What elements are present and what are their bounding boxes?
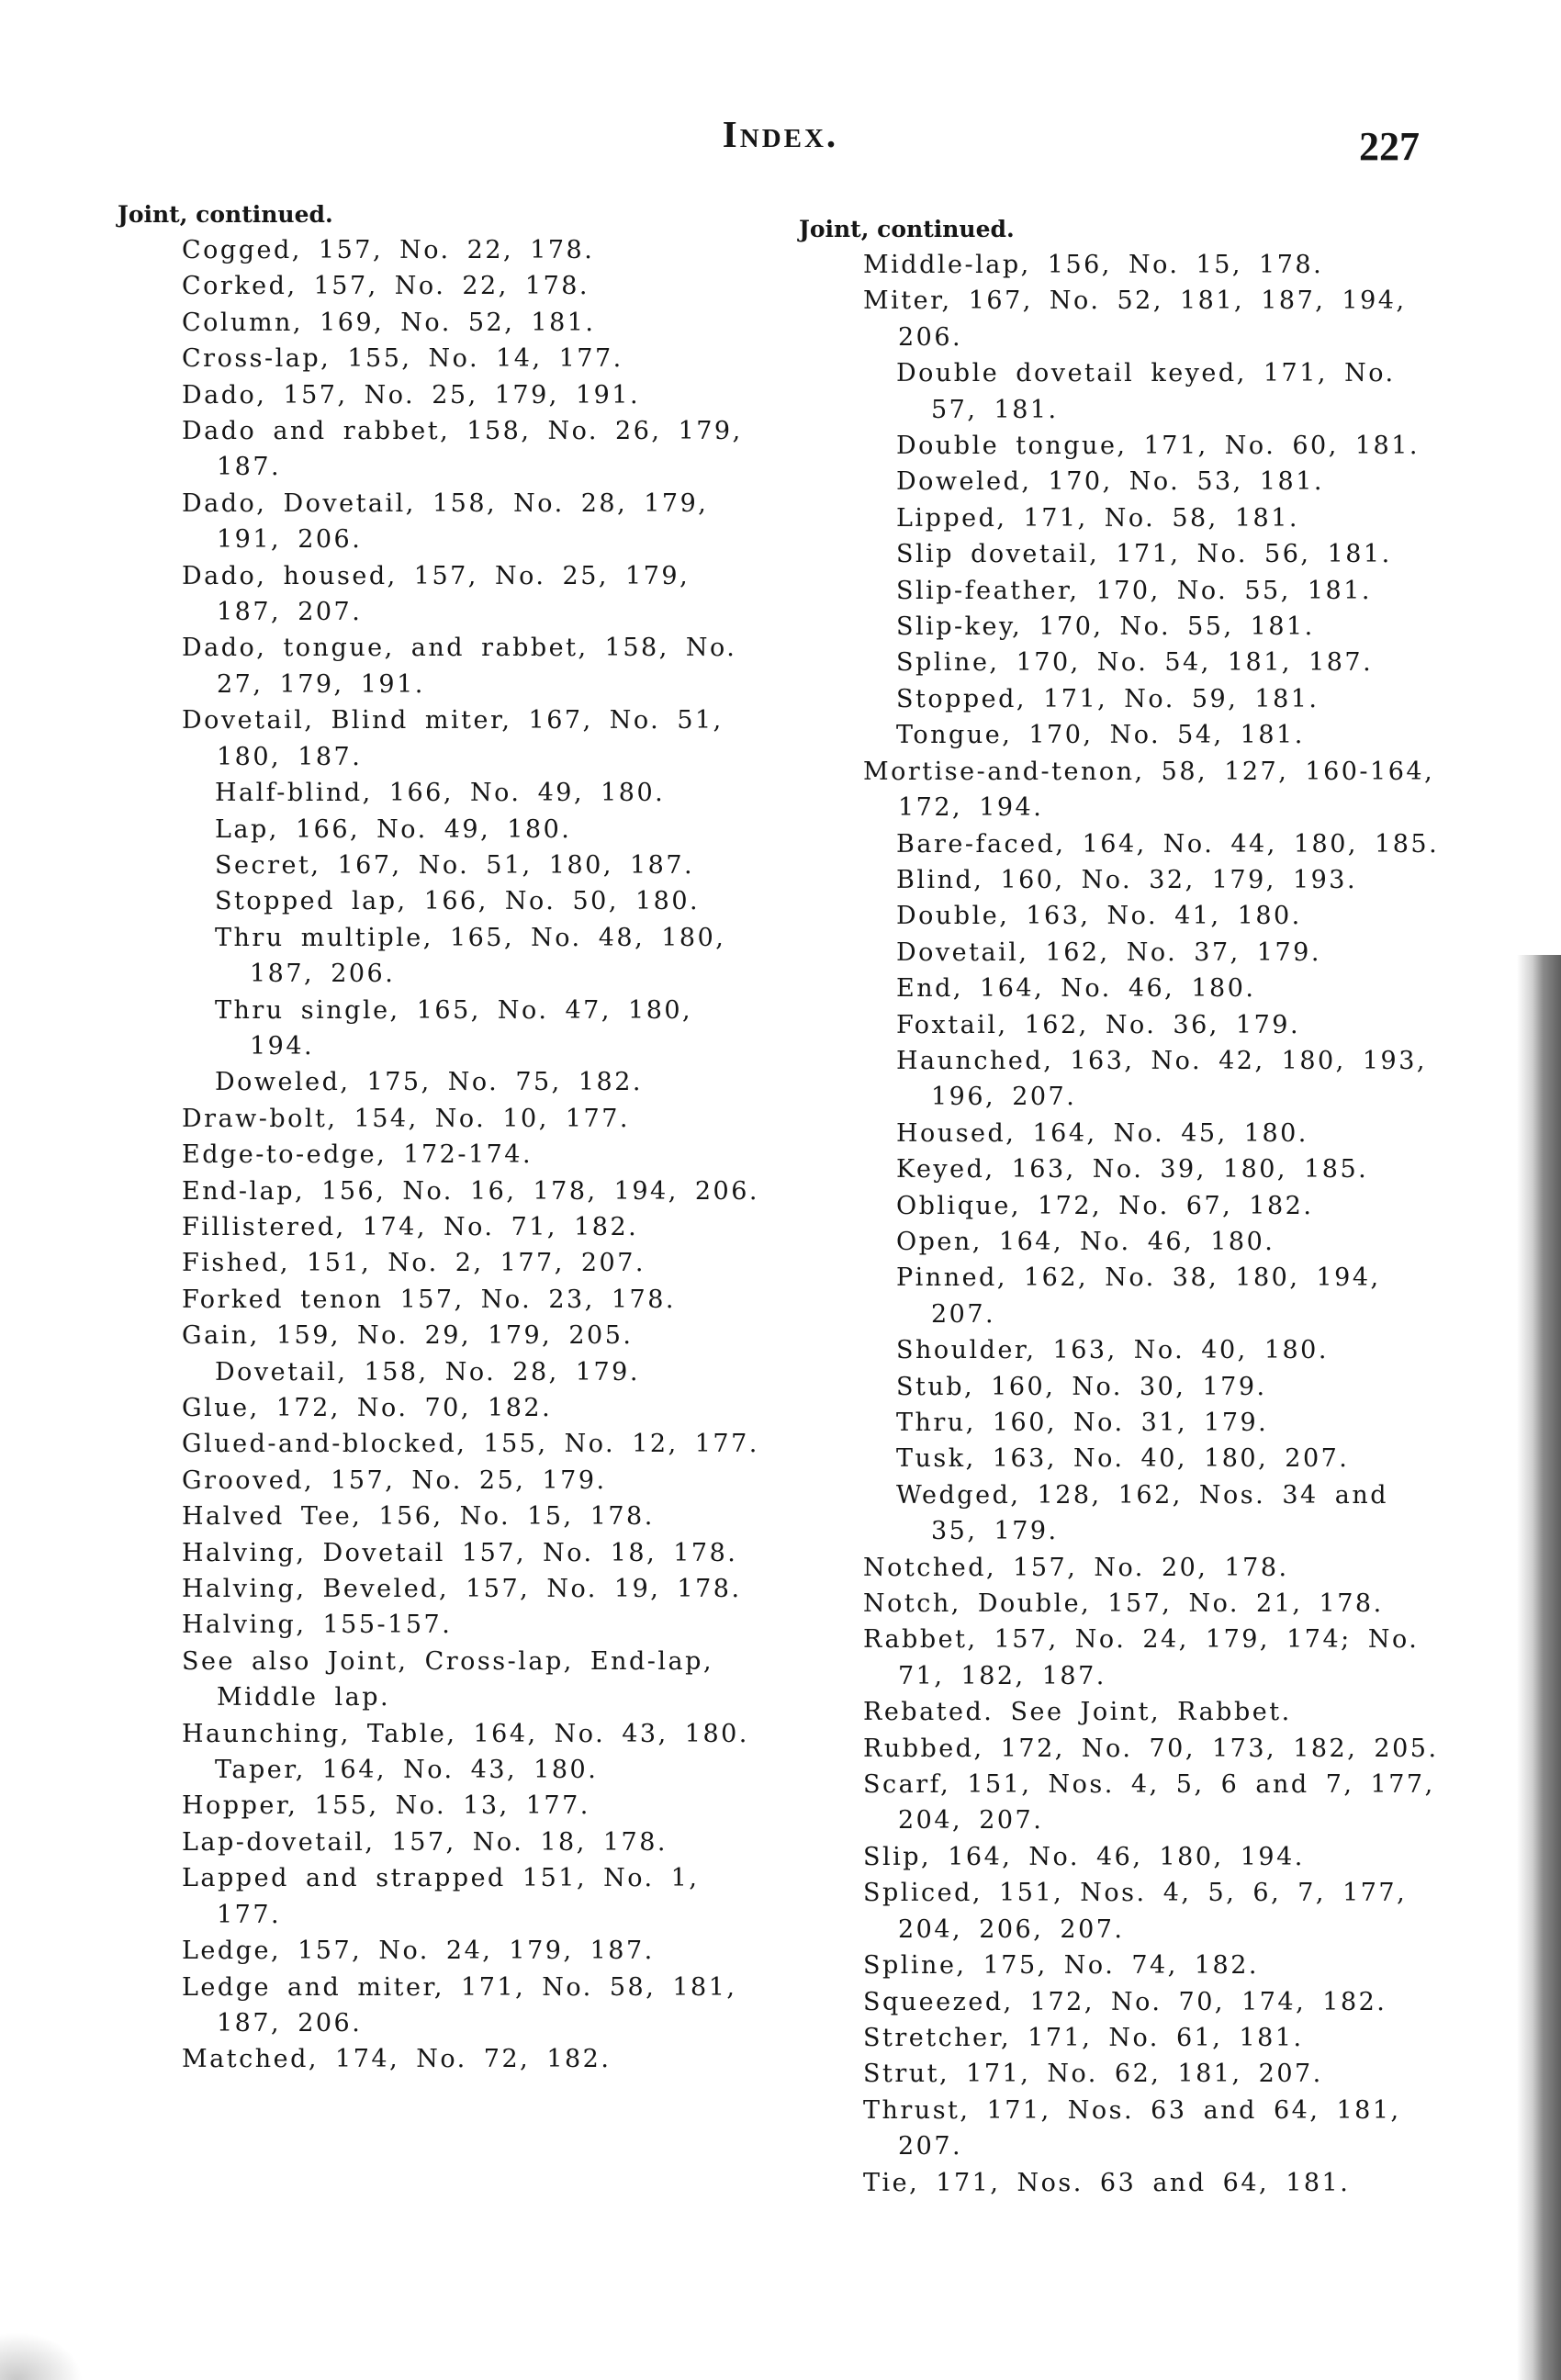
index-entry: Tongue, 170, No. 54, 181. bbox=[896, 721, 1305, 750]
index-entry: Stopped lap, 166, No. 50, 180. bbox=[215, 887, 701, 916]
index-entry: Doweled, 170, No. 53, 181. bbox=[896, 467, 1324, 497]
index-entry: See also Joint, Cross-lap, End-lap, Middle lap. bbox=[182, 1646, 714, 1712]
index-entry: Dovetail, 158, No. 28, 179. bbox=[215, 1357, 640, 1386]
column-heading: Joint, continued. bbox=[118, 201, 333, 228]
index-entry: Rubbed, 172, No. 70, 173, 182, 205. bbox=[863, 1734, 1439, 1763]
index-entry: Lap, 166, No. 49, 180. bbox=[215, 814, 572, 844]
index-entry: Scarf, 151, Nos. 4, 5, 6 and 7, 177, 204, 207. bbox=[863, 1770, 1435, 1836]
index-entry: Haunched, 163, No. 42, 180, 193, 196, 207. bbox=[896, 1046, 1427, 1112]
index-entry: Blind, 160, No. 32, 179, 193. bbox=[896, 865, 1358, 894]
index-entry: Half-blind, 166, No. 49, 180. bbox=[215, 779, 666, 808]
index-entry: Slip dovetail, 171, No. 56, 181. bbox=[896, 540, 1392, 569]
index-entry: Forked tenon 157, No. 23, 178. bbox=[182, 1285, 676, 1314]
index-entry: Halving, Beveled, 157, No. 19, 178. bbox=[182, 1575, 742, 1604]
index-entry: Tusk, 163, No. 40, 180, 207. bbox=[896, 1444, 1350, 1474]
index-entry: Grooved, 157, No. 25, 179. bbox=[182, 1465, 607, 1495]
index-entry: Rebated. See Joint, Rabbet. bbox=[863, 1698, 1292, 1727]
index-entry: Glue, 172, No. 70, 182. bbox=[182, 1394, 553, 1422]
page-title: Index. bbox=[722, 113, 839, 155]
index-entry: Doweled, 175, No. 75, 182. bbox=[215, 1068, 643, 1097]
index-entry: Matched, 174, No. 72, 182. bbox=[182, 2045, 612, 2074]
index-entry: Slip-feather, 170, No. 55, 181. bbox=[896, 576, 1372, 605]
index-entry: Thru single, 165, No. 47, 180, 194. bbox=[215, 995, 693, 1061]
index-entry: Cross-lap, 155, No. 14, 177. bbox=[182, 344, 623, 374]
index-entry: Double tongue, 171, No. 60, 181. bbox=[896, 432, 1420, 461]
index-entry: Dado, Dovetail, 158, No. 28, 179, 191, 206. bbox=[182, 488, 709, 555]
index-entry: Dovetail, 162, No. 37, 179. bbox=[896, 937, 1321, 967]
index-entry: Ledge and miter, 171, No. 58, 181, 187, 206. bbox=[182, 1972, 737, 2038]
index-entry: Lap-dovetail, 157, No. 18, 178. bbox=[182, 1827, 668, 1857]
index-entry: Double, 163, No. 41, 180. bbox=[896, 902, 1302, 931]
index-entry: Strut, 171, No. 62, 181, 207. bbox=[863, 2060, 1323, 2089]
index-entry: Draw-bolt, 154, No. 10, 177. bbox=[182, 1104, 630, 1133]
index-entry: Lipped, 171, No. 58, 181. bbox=[896, 503, 1299, 533]
index-entry: Wedged, 128, 162, Nos. 34 and 35, 179. bbox=[896, 1480, 1389, 1546]
index-entry: Mortise-and-tenon, 58, 127, 160-164, 172, 194. bbox=[863, 757, 1435, 823]
index-entry: Rabbet, 157, No. 24, 179, 174; No. 71, 182, 187. bbox=[863, 1625, 1420, 1690]
index-column-left bbox=[118, 196, 760, 2078]
index-entry: Haunching, Table, 164, No. 43, 180. bbox=[182, 1719, 749, 1748]
index-column-right bbox=[799, 211, 1442, 2201]
index-entry: Halved Tee, 156, No. 15, 178. bbox=[182, 1502, 655, 1532]
index-entry: Dado, tongue, and rabbet, 158, No. 27, 179, 191. bbox=[182, 634, 737, 699]
index-entry: Spline, 170, No. 54, 181, 187. bbox=[896, 648, 1374, 678]
index-entry: Shoulder, 163, No. 40, 180. bbox=[896, 1336, 1329, 1365]
page-edge-shadow bbox=[1517, 955, 1561, 2380]
index-entry: Thru, 160, No. 31, 179. bbox=[896, 1409, 1269, 1437]
index-entry: Miter, 167, No. 52, 181, 187, 194, 206. bbox=[863, 286, 1407, 352]
index-entry: Keyed, 163, No. 39, 180, 185. bbox=[896, 1155, 1369, 1184]
index-entry: Halving, 155-157. bbox=[182, 1611, 453, 1640]
index-entry: Dado and rabbet, 158, No. 26, 179, 187. bbox=[182, 417, 743, 482]
index-entry: Bare-faced, 164, No. 44, 180, 185. bbox=[896, 829, 1440, 859]
index-entry: Halving, Dovetail 157, No. 18, 178. bbox=[182, 1538, 738, 1567]
index-entry: Thrust, 171, Nos. 63 and 64, 181, 207. bbox=[863, 2095, 1401, 2161]
index-entry: Notched, 157, No. 20, 178. bbox=[863, 1553, 1289, 1582]
index-entry: Thru multiple, 165, No. 48, 180, 187, 206. bbox=[215, 923, 726, 989]
index-entry: Tie, 171, Nos. 63 and 64, 181. bbox=[863, 2168, 1351, 2197]
scan-smudge bbox=[0, 2332, 83, 2380]
column-heading: Joint, continued. bbox=[799, 216, 1015, 242]
index-entry: Dado, 157, No. 25, 179, 191. bbox=[182, 380, 641, 410]
index-entry: Oblique, 172, No. 67, 182. bbox=[896, 1191, 1314, 1220]
index-entry: Spline, 175, No. 74, 182. bbox=[863, 1951, 1259, 1981]
index-entry: Stretcher, 171, No. 61, 181. bbox=[863, 2023, 1304, 2052]
index-entry: Corked, 157, No. 22, 178. bbox=[182, 272, 590, 301]
index-entry: Gain, 159, No. 29, 179, 205. bbox=[182, 1321, 634, 1351]
index-entry: Housed, 164, No. 45, 180. bbox=[896, 1118, 1308, 1148]
index-entry: Hopper, 155, No. 13, 177. bbox=[182, 1791, 590, 1821]
index-entry: End-lap, 156, No. 16, 178, 194, 206. bbox=[182, 1176, 759, 1206]
index-entry: Squeezed, 172, No. 70, 174, 182. bbox=[863, 1987, 1387, 2016]
index-entry: Pinned, 162, No. 38, 180, 194, 207. bbox=[896, 1263, 1381, 1329]
index-entry: Glued-and-blocked, 155, No. 12, 177. bbox=[182, 1430, 759, 1459]
index-entry: Lapped and strapped 151, No. 1, 177. bbox=[182, 1864, 700, 1929]
index-entry: Fillistered, 174, No. 71, 182. bbox=[182, 1212, 639, 1241]
index-entry: Fished, 151, No. 2, 177, 207. bbox=[182, 1249, 646, 1278]
index-entry: Spliced, 151, Nos. 4, 5, 6, 7, 177, 204, 206, 207. bbox=[863, 1879, 1408, 1944]
index-entry: Stopped, 171, No. 59, 181. bbox=[896, 684, 1320, 713]
index-entry: Secret, 167, No. 51, 180, 187. bbox=[215, 850, 695, 880]
index-entry: Edge-to-edge, 172-174. bbox=[182, 1140, 533, 1170]
index-entry: Dado, housed, 157, No. 25, 179, 187, 207. bbox=[182, 561, 691, 627]
index-entry: Foxtail, 162, No. 36, 179. bbox=[896, 1010, 1301, 1039]
index-entry: Taper, 164, No. 43, 180. bbox=[215, 1756, 599, 1785]
index-entry: Stub, 160, No. 30, 179. bbox=[896, 1372, 1267, 1401]
index-entry: Cogged, 157, No. 22, 178. bbox=[182, 236, 595, 264]
index-entry: Dovetail, Blind miter, 167, No. 51, 180, 187. bbox=[182, 706, 724, 771]
index-entry: Notch, Double, 157, No. 21, 178. bbox=[863, 1589, 1384, 1619]
index-entry: Slip, 164, No. 46, 180, 194. bbox=[863, 1842, 1305, 1871]
index-entry: Double dovetail keyed, 171, No. 57, 181. bbox=[896, 359, 1396, 424]
index-entry: Slip-key, 170, No. 55, 181. bbox=[896, 612, 1315, 642]
page-number: 227 bbox=[1359, 124, 1420, 169]
index-entry: Ledge, 157, No. 24, 179, 187. bbox=[182, 1937, 655, 1966]
index-entry: Open, 164, No. 46, 180. bbox=[896, 1227, 1275, 1256]
index-entry: End, 164, No. 46, 180. bbox=[896, 974, 1256, 1004]
index-entry: Column, 169, No. 52, 181. bbox=[182, 308, 596, 337]
index-entry: Middle-lap, 156, No. 15, 178. bbox=[863, 251, 1324, 279]
